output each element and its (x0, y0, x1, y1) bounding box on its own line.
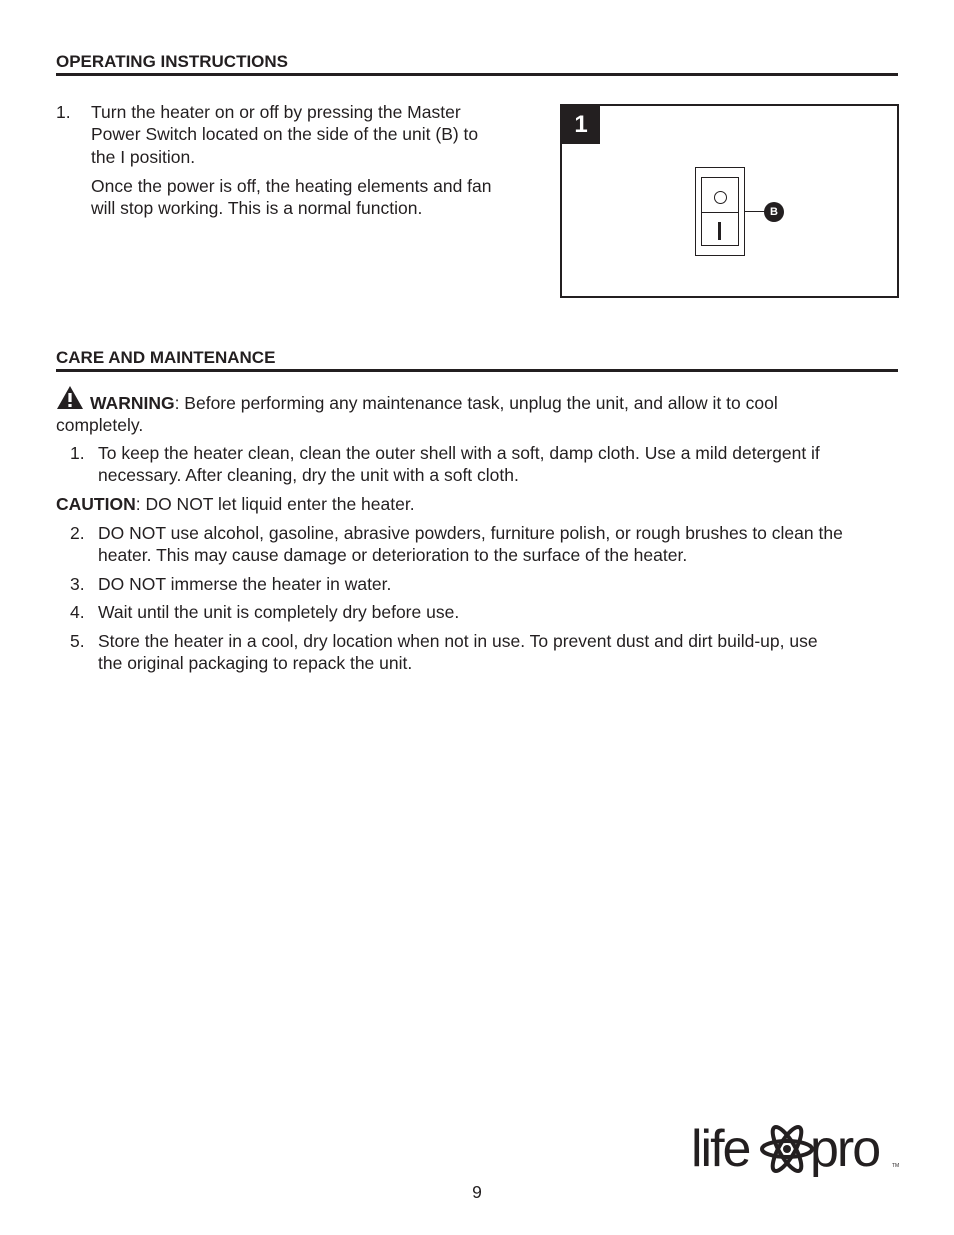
warning-label: WARNING (90, 393, 175, 413)
switch-divider (702, 212, 738, 213)
list-item-5-line-2: the original packaging to repack the unit. (98, 653, 413, 673)
care-maintenance-heading: CARE AND MAINTENANCE (56, 348, 898, 372)
list-item-number: 5. (70, 631, 85, 651)
step-1-note-line-2: will stop working. This is a normal function. (91, 198, 423, 218)
figure-number: 1 (562, 106, 600, 144)
list-item-number: 3. (70, 574, 85, 594)
list-item-number: 4. (70, 602, 85, 622)
logo-text-pro: pro (810, 1120, 880, 1178)
logo-trademark: TM (892, 1163, 900, 1169)
caution-text: : DO NOT let liquid enter the heater. (135, 494, 415, 514)
step-number: 1. (56, 102, 71, 122)
figure-1-power-switch (560, 104, 899, 298)
warning-line-1 (90, 392, 778, 415)
step-1-line-3: the I position. (91, 147, 196, 167)
list-item-5-line-1: Store the heater in a cool, dry location when not in use. To prevent dust and dirt build-up, use (98, 631, 818, 651)
list-item-number: 1. (70, 443, 85, 463)
caution-label: CAUTION (56, 494, 136, 514)
list-item-1-line-2: necessary. After cleaning, dry the unit with a soft cloth. (98, 465, 519, 485)
on-symbol-icon (718, 222, 721, 240)
list-item-1-line-1: To keep the heater clean, clean the outer shell with a soft, damp cloth. Use a mild detergent if (98, 443, 820, 463)
rocker-switch (701, 177, 739, 246)
page-number: 9 (472, 1182, 482, 1202)
step-1-line-1: Turn the heater on or off by pressing the Master (91, 102, 461, 122)
step-1-note-line-1: Once the power is off, the heating elements and fan (91, 176, 492, 196)
step-1-line-2: Power Switch located on the side of the unit (B) to (91, 124, 479, 144)
warning-line-2: completely. (56, 415, 144, 435)
warning-text: : Before performing any maintenance task, unplug the unit, and allow it to cool (174, 393, 778, 413)
list-item-number: 2. (70, 523, 85, 543)
warning-triangle-icon (56, 385, 84, 410)
logo-text-life: life (691, 1120, 750, 1178)
list-item-4-line-1: Wait until the unit is completely dry before use. (98, 602, 460, 622)
operating-instructions-heading: OPERATING INSTRUCTIONS (56, 52, 898, 76)
master-power-switch (695, 167, 745, 256)
atom-icon (762, 1123, 812, 1174)
caution-line (56, 493, 415, 516)
list-item-2-line-1: DO NOT use alcohol, gasoline, abrasive powders, furniture polish, or rough brushes to clean the (98, 523, 843, 543)
callout-leader-line (745, 211, 765, 212)
list-item-3-line-1: DO NOT immerse the heater in water. (98, 574, 392, 594)
callout-b: B (764, 202, 784, 222)
off-symbol-icon (714, 191, 727, 204)
list-item-2-line-2: heater. This may cause damage or deterioration to the surface of the heater. (98, 545, 688, 565)
lifepro-logo (691, 1115, 901, 1181)
